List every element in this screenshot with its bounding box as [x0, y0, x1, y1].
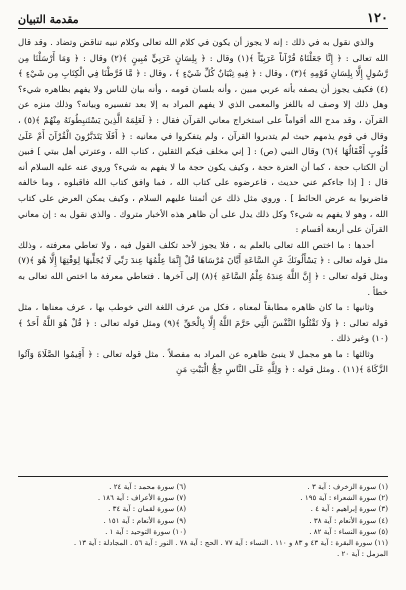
footnote-1: (١) سورة الزخرف : آية ٣ .: [307, 482, 388, 491]
footnote-10: (١٠) سورة التوحيد : آية ١ .: [105, 526, 186, 536]
paragraph-first-category: أحدها : ما اختص الله تعالى بالعلم به ، فلا يجوز لأحد تكلف القول فيه ، ولا تعاطي معرفته ، وذلك مثل قوله تعالى : ﴿ يَسْأَلُونَكَ عَنِ السَّاعَةِ أَيَّانَ مُرْسَاهَا قُلْ إِنَّمَا عِلْمُهَا عِندَ رَبِّي لَا يُجَلِّيهَا لِوَقْتِهَا إِلَّا هُوَ ﴾(٧) ومثل قوله تعالى : ﴿ إِنَّ اللَّهَ عِندَهُ عِلْمُ السَّاعَةِ ﴾(٨) إلى آخرها . فتعاطي معرفة ما اختص الله تعالى به خطأ .: [18, 240, 388, 298]
page-header: [18, 6, 388, 29]
footnote-6: (٦) سورة محمد : آية ٢٤ .: [109, 482, 186, 491]
footnote-9: (٩) سورة الأنعام : آية ١٥١ .: [103, 515, 186, 525]
footnote-column-left: [18, 481, 186, 537]
footnote-8: (٨) سورة لقمان : آية ٣٤ .: [108, 504, 186, 514]
main-text: [18, 36, 388, 379]
page-number: ١٢٠: [367, 11, 388, 26]
footnote-7: (٧) سورة الأعراف : آية ١٨٦ .: [97, 493, 186, 503]
footnote-11: (١١) سورة البقرة : آية ٤٣ و ٨٣ و ١١٠ . النساء : آية ٧٧ . الحج : آية ٧٨ . النور : آية ٥٦ . المجادلة : آية ١٣ .: [73, 538, 388, 548]
running-title: مقدمة التبيان: [18, 13, 79, 26]
footnotes: [18, 476, 388, 559]
paragraph-second-category: وثانيها : ما كان ظاهره مطابقاً لمعناه ، فكل من عرف اللغة التي خوطب بها ، عرف معناها ، مثل قوله تعالى : ﴿ وَلَا تَقْتُلُوا النَّفْسَ الَّتِي حَرَّمَ اللَّهُ إِلَّا بِالْحَقِّ ﴾(٩) ومثل قوله تعالى : ﴿ قُلْ هُوَ اللَّهُ أَحَدٌ ﴾(١٠) وغير ذلك .: [18, 303, 388, 345]
footnote-columns: [18, 481, 388, 537]
footnote-5: (٥) سورة النساء : آية ٨٢ .: [309, 526, 388, 536]
paragraph-intro: والذي نقول به في ذلك : إنه لا يجوز أن يكون في كلام الله تعالى وكلام نبيه تناقض وتضاد . وقد قال الله تعالى : ﴿ إِنَّا جَعَلْنَاهُ قُرْآناً عَرَبِيّاً ﴾(١) وقال : ﴿ بِلِسَانٍ عَرَبِيٍّ مُبِينٍ ﴾(٢) وقال : ﴿ وَمَا أَرْسَلْنَا مِن رَّسُولٍ إِلَّا بِلِسَانِ قَوْمِهِ ﴾(٣) ، وقال : ﴿ فِيهِ تِبْيَانٌ كُلِّ شَيْءٍ ﴾ ، وقال : ﴿ مَّا فَرَّطْنَا فِي الْكِتَابِ مِن شَيْءٍ ﴾(٤) فكيف يجوز أن يصفه بأنه عربي مبين ، وأنه بلسان قومه ، وأنه بيان للناس ولا يفهم بظاهره شيء؟ وهل ذلك إلا وصف له باللغز والمعمى الذي لا يفهم المراد به إلا بعد تفسيره وبيانه؟ وذلك منزه عن القرآن ، وقد مدح الله أقواماً على استخراج معاني القرآن فقال : ﴿ لَعَلِمَهُ الَّذِينَ يَسْتَنبِطُونَهُ مِنْهُمْ ﴾(٥) ، وقال في قوم يذمهم حيث لم يتدبروا القرآن ، ولم يتفكروا في معانيه : ﴿ أَفَلَا يَتَدَبَّرُونَ الْقُرْآنَ أَمْ عَلَىٰ قُلُوبٍ أَقْفَالُهَا ﴾(٦) وقال النبي (ص) : [ إني مخلف فيكم الثقلين ، كتاب الله ، وعترتي أهل بيتي ] فبين أن الكتاب حجة ، كما أن العترة حجة ، وكيف يكون حجة ما لا يفهم به شيء؟ وروي عنه عليه السلام أنه قال : [ إذا جاءكم عني حديث ، فاعرضوه على كتاب الله ، فما وافق كتاب الله فاقبلوه ، وما خالفه فاضربوا به عرض الحائط ] . وروي مثل ذلك عن أئمتنا عليهم السلام ، وكيف يمكن العرض على كتاب الله ، وهو لا يفهم به شيء؟ وكل ذلك يدل على أن ظاهر هذه الأخبار متروك . والذي نقول به : إن معاني القرآن على أربعة أقسام :: [18, 38, 389, 236]
footnote-3: (٣) سورة إبراهيم : آية ٤ .: [310, 504, 388, 514]
footnote-wide: [18, 537, 388, 559]
footnote-column-right: [220, 481, 388, 537]
footnote-11-continued: المزمل : آية ٢٠ .: [336, 549, 388, 559]
footnote-2: (٢) سورة الشعراء : آية ١٩٥ .: [300, 493, 388, 503]
footnote-4: (٤) سورة الأنعام : آية ٣٨ .: [309, 515, 388, 525]
paragraph-third-category: وثالثها : ما هو مجمل لا ينبئ ظاهره عن المراد به مفصلاً . مثل قوله تعالى : ﴿ أَقِيمُوا الصَّلَاةَ وَآتُوا الزَّكَاةَ ﴾(١١) . ومثل قوله : ﴿ وَلِلَّهِ عَلَى النَّاسِ حِجُّ الْبَيْتِ مَنِ: [18, 349, 388, 376]
